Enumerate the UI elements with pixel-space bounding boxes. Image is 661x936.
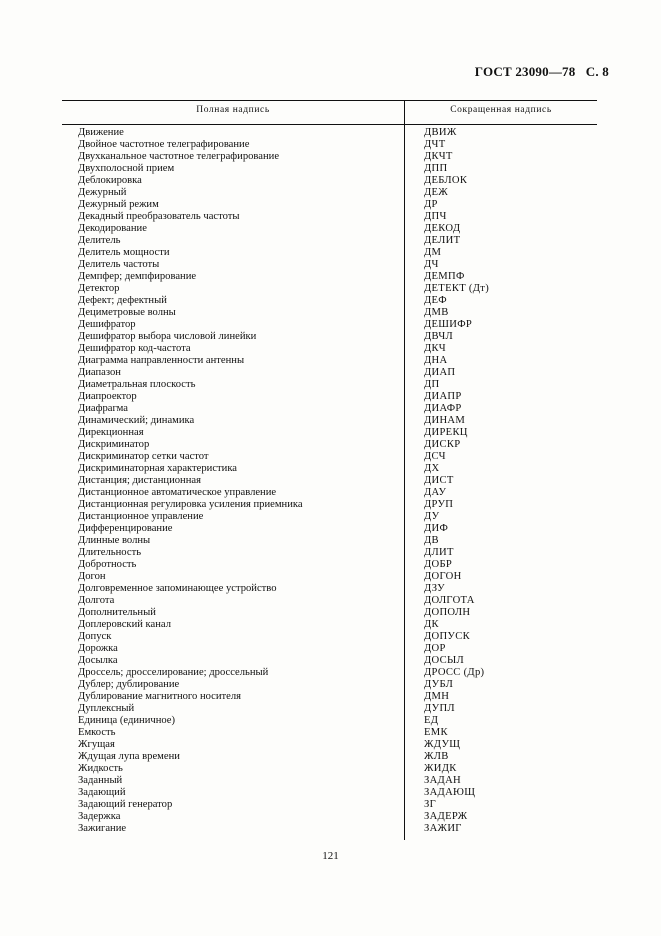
abbreviation-cell: ДХ xyxy=(424,463,440,474)
table-row xyxy=(62,403,597,415)
full-label-cell: Доплеровский канал xyxy=(78,619,171,630)
full-label-cell: Дискриминаторная характеристика xyxy=(78,463,238,474)
abbreviation-cell: ДНА xyxy=(424,355,448,366)
full-label-cell: Диапазон xyxy=(78,367,121,378)
full-label-cell: Дежурный режим xyxy=(78,199,159,210)
full-label-cell: Двухканальное частотное телеграфирование xyxy=(78,151,280,162)
full-label-cell: Дуплексный xyxy=(78,703,135,714)
abbreviation-cell: ДИАФР xyxy=(424,403,462,414)
page-number: 121 xyxy=(322,850,339,862)
abbreviation-cell: ЖИДК xyxy=(424,763,457,774)
table-top-rule xyxy=(62,100,597,101)
table-row xyxy=(62,259,597,271)
table-row xyxy=(62,487,597,499)
abbreviation-cell: ДПЧ xyxy=(424,211,447,222)
table-row xyxy=(62,547,597,559)
table-row xyxy=(62,211,597,223)
abbreviation-cell: ДУБЛ xyxy=(424,679,454,690)
abbreviation-cell: ДЧ xyxy=(424,259,439,270)
table-row xyxy=(62,463,597,475)
table-row xyxy=(62,127,597,139)
table-row xyxy=(62,307,597,319)
page-header xyxy=(475,64,609,80)
table-row xyxy=(62,439,597,451)
table-row xyxy=(62,163,597,175)
table-row xyxy=(62,283,597,295)
table-row xyxy=(62,799,597,811)
abbreviation-cell: ЗАЖИГ xyxy=(424,823,462,834)
full-label-cell: Динамический; динамика xyxy=(78,415,195,426)
table-row xyxy=(62,823,597,835)
table-row xyxy=(62,451,597,463)
abbreviation-cell: ДПП xyxy=(424,163,448,174)
abbreviation-cell: ДЕФ xyxy=(424,295,447,306)
abbreviation-cell: ДЕЖ xyxy=(424,187,449,198)
abbreviation-cell: ДВИЖ xyxy=(424,127,457,138)
full-label-cell: Дешифратор выбора числовой линейки xyxy=(78,331,257,342)
full-label-cell: Ждущая лупа времени xyxy=(78,751,180,762)
table-row xyxy=(62,619,597,631)
full-label-cell: Дешифратор код-частота xyxy=(78,343,191,354)
full-label-cell: Длинные волны xyxy=(78,535,151,546)
full-label-cell: Деблокировка xyxy=(78,175,142,186)
abbreviation-cell: ДЕМПФ xyxy=(424,271,465,282)
full-label-cell: Жгущая xyxy=(78,739,115,750)
abbreviation-cell: ДСЧ xyxy=(424,451,446,462)
abbreviation-cell: ДЕКОД xyxy=(424,223,461,234)
table-row xyxy=(62,595,597,607)
full-label-cell: Делитель мощности xyxy=(78,247,170,258)
abbreviation-cell: ДИСТ xyxy=(424,475,454,486)
abbreviation-cell: ДУПЛ xyxy=(424,703,455,714)
table-row xyxy=(62,247,597,259)
abbreviation-cell: ДОПУСК xyxy=(424,631,470,642)
abbreviation-cell: ЕД xyxy=(424,715,439,726)
standard-designation: ГОСТ 23090—78 xyxy=(474,64,576,79)
full-label-cell: Делитель частоты xyxy=(78,259,160,270)
column-header-full: Полная надпись xyxy=(196,105,270,115)
full-label-cell: Дешифратор xyxy=(78,319,136,330)
full-label-cell: Дистанция; дистанционная xyxy=(78,475,201,486)
table-header-rule xyxy=(62,124,597,125)
abbreviation-cell: ЗГ xyxy=(424,799,437,810)
abbreviation-cell: ДЗУ xyxy=(424,583,445,594)
table-row xyxy=(62,715,597,727)
abbreviation-cell: ДИРЕКЦ xyxy=(424,427,468,438)
table-row xyxy=(62,691,597,703)
abbreviation-cell: ДАУ xyxy=(424,487,447,498)
abbreviation-cell: ДК xyxy=(424,619,439,630)
abbreviation-cell: ЗАДАН xyxy=(424,775,461,786)
abbreviation-cell: ДМ xyxy=(424,247,442,258)
table-row xyxy=(62,787,597,799)
table-row xyxy=(62,511,597,523)
abbreviation-cell: ДИАП xyxy=(424,367,456,378)
table-row xyxy=(62,775,597,787)
table-row xyxy=(62,667,597,679)
full-label-cell: Дорожка xyxy=(78,643,118,654)
abbreviation-cell: ДР xyxy=(424,199,438,210)
table-row xyxy=(62,523,597,535)
abbreviation-cell: ЖДУЩ xyxy=(424,739,461,750)
column-header-short: Сокращенная надпись xyxy=(450,105,552,115)
table-row xyxy=(62,427,597,439)
abbreviation-cell: ДП xyxy=(424,379,440,390)
table-row xyxy=(62,415,597,427)
abbreviation-cell: ДИСКР xyxy=(424,439,461,450)
full-label-cell: Дистанционная регулировка усиления приемника xyxy=(78,499,303,510)
abbreviation-cell: ДИНАМ xyxy=(424,415,466,426)
full-label-cell: Диапроектор xyxy=(78,391,137,402)
full-label-cell: Задающий xyxy=(78,787,126,798)
full-label-cell: Детектор xyxy=(78,283,120,294)
abbreviation-cell: ДОР xyxy=(424,643,446,654)
abbreviation-cell: ДЛИТ xyxy=(424,547,454,558)
abbreviation-cell: ДИАПР xyxy=(424,391,462,402)
full-label-cell: Дублирование магнитного носителя xyxy=(78,691,242,702)
table-row xyxy=(62,175,597,187)
abbreviation-cell: ДМВ xyxy=(424,307,449,318)
table-row xyxy=(62,331,597,343)
table-row xyxy=(62,151,597,163)
abbreviation-table xyxy=(62,100,597,840)
full-label-cell: Емкость xyxy=(78,727,116,738)
abbreviation-cell: ДРОСС (Др) xyxy=(424,667,485,678)
abbreviation-cell: ДОПОЛН xyxy=(424,607,471,618)
abbreviation-cell: ЖЛВ xyxy=(424,751,449,762)
full-label-cell: Двойное частотное телеграфирование xyxy=(78,139,250,150)
table-row xyxy=(62,355,597,367)
full-label-cell: Декодирование xyxy=(78,223,147,234)
full-label-cell: Декадный преобразователь частоты xyxy=(78,211,240,222)
table-row xyxy=(62,655,597,667)
table-row xyxy=(62,679,597,691)
full-label-cell: Дублер; дублирование xyxy=(78,679,180,690)
abbreviation-cell: ДОСЫЛ xyxy=(424,655,464,666)
table-row xyxy=(62,751,597,763)
full-label-cell: Задержка xyxy=(78,811,121,822)
abbreviation-cell: ДОГОН xyxy=(424,571,462,582)
full-label-cell: Долгота xyxy=(78,595,115,606)
abbreviation-cell: ДЕБЛОК xyxy=(424,175,468,186)
full-label-cell: Диафрагма xyxy=(78,403,128,414)
table-row xyxy=(62,367,597,379)
full-label-cell: Дроссель; дросселирование; дроссельный xyxy=(78,667,269,678)
table-row xyxy=(62,475,597,487)
full-label-cell: Допуск xyxy=(78,631,112,642)
abbreviation-cell: ДЕШИФР xyxy=(424,319,473,330)
page-reference: С. 8 xyxy=(585,64,609,79)
full-label-cell: Заданный xyxy=(78,775,123,786)
abbreviation-cell: ДОЛГОТА xyxy=(424,595,475,606)
full-label-cell: Дирекционная xyxy=(78,427,144,438)
table-row xyxy=(62,811,597,823)
full-label-cell: Дифференцирование xyxy=(78,523,173,534)
abbreviation-cell: ДУ xyxy=(424,511,440,522)
table-row xyxy=(62,607,597,619)
abbreviation-cell: ДЕТЕКТ (Дт) xyxy=(424,283,490,294)
table-row xyxy=(62,631,597,643)
table-row xyxy=(62,199,597,211)
abbreviation-cell: ДВЧЛ xyxy=(424,331,454,342)
full-label-cell: Диаметральная плоскость xyxy=(78,379,196,390)
full-label-cell: Делитель xyxy=(78,235,121,246)
table-row xyxy=(62,583,597,595)
table-row xyxy=(62,703,597,715)
table-row xyxy=(62,391,597,403)
full-label-cell: Зажигание xyxy=(78,823,127,834)
full-label-cell: Долговременное запоминающее устройство xyxy=(78,583,277,594)
table-row xyxy=(62,559,597,571)
full-label-cell: Дежурный xyxy=(78,187,127,198)
table-body xyxy=(62,127,597,835)
full-label-cell: Диаграмма направленности антенны xyxy=(78,355,245,366)
full-label-cell: Жидкость xyxy=(78,763,123,774)
table-row xyxy=(62,235,597,247)
table-row xyxy=(62,763,597,775)
table-row xyxy=(62,535,597,547)
full-label-cell: Досылка xyxy=(78,655,118,666)
table-row xyxy=(62,727,597,739)
table-row xyxy=(62,223,597,235)
abbreviation-cell: ДКЧТ xyxy=(424,151,453,162)
abbreviation-cell: ДКЧ xyxy=(424,343,446,354)
abbreviation-cell: ДРУП xyxy=(424,499,454,510)
abbreviation-cell: ДВ xyxy=(424,535,439,546)
abbreviation-cell: ДОБР xyxy=(424,559,453,570)
full-label-cell: Дополнительный xyxy=(78,607,156,618)
table-row xyxy=(62,643,597,655)
full-label-cell: Демпфер; демпфирование xyxy=(78,271,197,282)
abbreviation-cell: ЕМК xyxy=(424,727,448,738)
table-row xyxy=(62,499,597,511)
abbreviation-cell: ЗАДАЮЩ xyxy=(424,787,476,798)
abbreviation-cell: ДИФ xyxy=(424,523,449,534)
full-label-cell: Дистанционное управление xyxy=(78,511,204,522)
table-row xyxy=(62,187,597,199)
abbreviation-cell: ЗАДЕРЖ xyxy=(424,811,468,822)
full-label-cell: Движение xyxy=(78,127,124,138)
full-label-cell: Дефект; дефектный xyxy=(78,295,167,306)
table-row xyxy=(62,571,597,583)
abbreviation-cell: ДЕЛИТ xyxy=(424,235,461,246)
full-label-cell: Добротность xyxy=(78,559,137,570)
full-label-cell: Дециметровые волны xyxy=(78,307,176,318)
full-label-cell: Догон xyxy=(78,571,106,582)
table-row xyxy=(62,271,597,283)
table-row xyxy=(62,139,597,151)
table-row xyxy=(62,739,597,751)
table-row xyxy=(62,379,597,391)
full-label-cell: Дискриминатор xyxy=(78,439,150,450)
table-row xyxy=(62,319,597,331)
table-row xyxy=(62,295,597,307)
abbreviation-cell: ДЧТ xyxy=(424,139,446,150)
full-label-cell: Единица (единичное) xyxy=(78,715,176,726)
table-row xyxy=(62,343,597,355)
full-label-cell: Задающий генератор xyxy=(78,799,173,810)
abbreviation-cell: ДМН xyxy=(424,691,450,702)
full-label-cell: Дистанционное автоматическое управление xyxy=(78,487,277,498)
full-label-cell: Дискриминатор сетки частот xyxy=(78,451,209,462)
full-label-cell: Двухполосной прием xyxy=(78,163,175,174)
full-label-cell: Длительность xyxy=(78,547,142,558)
